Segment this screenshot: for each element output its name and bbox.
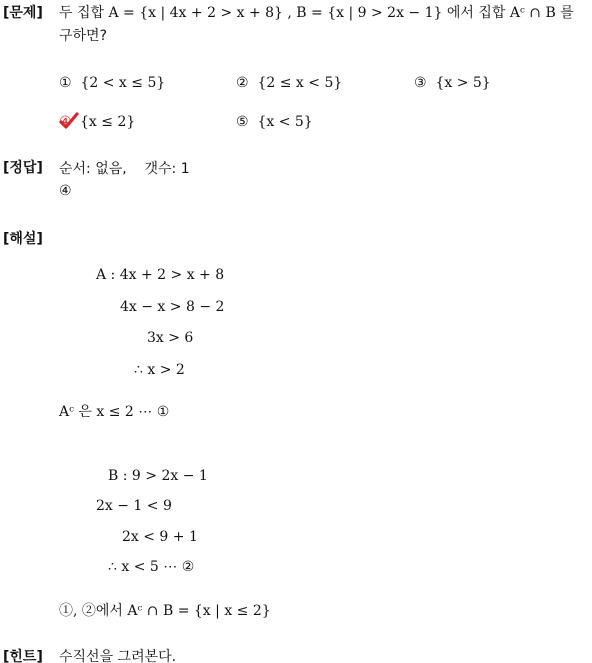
choice-2[interactable] xyxy=(236,75,342,91)
choice-3[interactable] xyxy=(414,75,491,91)
explanation-b-line1: B : 9 > 2x − 1 xyxy=(108,468,208,484)
check-mark-icon xyxy=(59,112,79,130)
explanation-label: [해설] xyxy=(3,231,43,247)
explanation-a-line2: 4x − x > 8 − 2 xyxy=(120,299,225,315)
explanation-a-line1: A : 4x + 2 > x + 8 xyxy=(96,267,225,283)
explanation-a-line3: 3x > 6 xyxy=(147,330,194,346)
hint-text: 수직선을 그려본다. xyxy=(59,649,177,663)
choice-1-number: ① xyxy=(59,75,72,91)
choice-1-text: {2 < x ≤ 5} xyxy=(80,75,166,91)
explanation-a-line4: ∴ x > 2 xyxy=(134,362,185,378)
choice-5[interactable] xyxy=(236,114,313,130)
problem-text-line1: 두 집합 A = {x | 4x + 2 > x + 8} , B = {x | 9 > 2x − 1} 에서 집합 Aᶜ ∩ B 를 xyxy=(59,5,574,21)
choice-5-text: {x < 5} xyxy=(257,114,313,130)
choice-3-text: {x > 5} xyxy=(435,75,491,91)
choice-4-text: {x ≤ 2} xyxy=(80,114,136,130)
choice-1[interactable] xyxy=(59,75,165,91)
problem-text-line2: 구하면? xyxy=(59,28,108,44)
answer-line1: 순서: 없음, 갯수: 1 xyxy=(59,161,190,177)
explanation-conclusion: ①, ②에서 Aᶜ ∩ B = {x | x ≤ 2} xyxy=(59,603,271,619)
explanation-complement: Aᶜ 은 x ≤ 2 ⋯ ① xyxy=(59,404,170,420)
answer-label: [정답] xyxy=(3,160,43,176)
explanation-b-line2: 2x − 1 < 9 xyxy=(96,498,172,514)
choice-2-number: ② xyxy=(236,75,249,91)
explanation-b-line3: 2x < 9 + 1 xyxy=(122,529,198,545)
choice-4-number: ④ xyxy=(59,114,72,130)
hint-label: [힌트] xyxy=(3,649,43,663)
explanation-b-line4: ∴ x < 5 ⋯ ② xyxy=(108,559,195,575)
problem-label: [문제] xyxy=(3,5,43,21)
choice-5-number: ⑤ xyxy=(236,114,249,130)
choice-3-number: ③ xyxy=(414,75,427,91)
answer-line2: ④ xyxy=(59,183,72,199)
choice-2-text: {2 ≤ x < 5} xyxy=(257,75,343,91)
